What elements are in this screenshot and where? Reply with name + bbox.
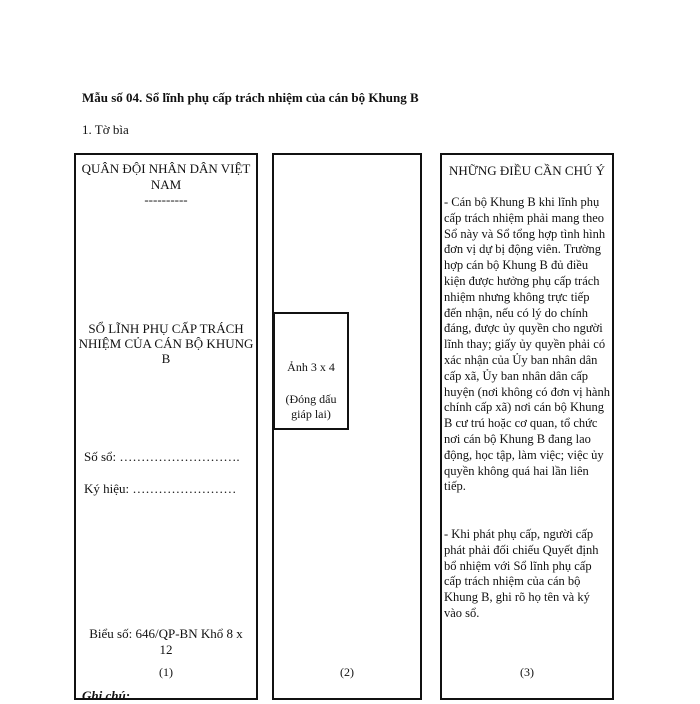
symbol-field: Ký hiệu: …………………… <box>84 481 237 496</box>
note-paragraph-1: - Cán bộ Khung B khi lĩnh phụ cấp trách nhiệm phải mang theo Sổ này và Sổ tổng hợp tình hình đơn vị dự bị động viên. Trường hợp cán bộ Khung B đủ điều kiện được hưởng phụ cấp trách nhiệm nhưng không trực tiếp đến nhận, nếu có lý do chính đáng, được ủy quyền cho người lĩnh thay; giấy ủy quyền phải có xác nhận của Ủy ban nhân dân cấp xã, Ủy ban nhân dân cấp huyện (nơi không có đơn vị hành chính cấp xã) nơi cán bộ Khung B cư trú hoặc cơ quan, tổ chức nơi cán bộ Khung B đang lao động, học tập, làm việc; việc ủy quyền không quá hai lần liên tiếp. <box>444 195 610 494</box>
photo-placeholder <box>273 312 349 430</box>
column-number-1: (1) <box>159 665 173 679</box>
book-number-field: Số sổ: ………………………. <box>84 449 240 464</box>
footer-note-label: Ghi chú: <box>82 688 131 703</box>
form-info: Biểu số: 646/QP-BN Khổ 8 x 12 <box>89 626 243 657</box>
notes-header: NHỮNG ĐIỀU CẦN CHÚ Ý <box>449 163 605 178</box>
organization-header: QUÂN ĐỘI NHÂN DÂN VIỆT NAM <box>81 161 251 192</box>
note-paragraph-2: - Khi phát phụ cấp, người cấp phát phải đối chiếu Quyết định bổ nhiệm với Sổ lĩnh phụ cấp cấp trách nhiệm của cán bộ Khung B, ghi rõ họ tên và ký vào sổ. <box>444 527 599 620</box>
cover-column-notes <box>440 153 614 700</box>
photo-size-label: Ảnh 3 x 4 <box>287 360 335 374</box>
column-number-3: (3) <box>520 665 534 679</box>
header-divider: ---------- <box>144 192 188 207</box>
section-heading: 1. Tờ bìa <box>82 122 129 137</box>
column-number-2: (2) <box>340 665 354 679</box>
photo-stamp-label: (Đóng dấu giáp lai) <box>285 392 337 421</box>
cover-column-front <box>74 153 258 700</box>
document-title: Mẫu số 04. Sổ lĩnh phụ cấp trách nhiệm của cán bộ Khung B <box>82 90 419 105</box>
book-title: SỔ LĨNH PHỤ CẤP TRÁCH NHIỆM CỦA CÁN BỘ KHUNG B <box>78 321 254 366</box>
